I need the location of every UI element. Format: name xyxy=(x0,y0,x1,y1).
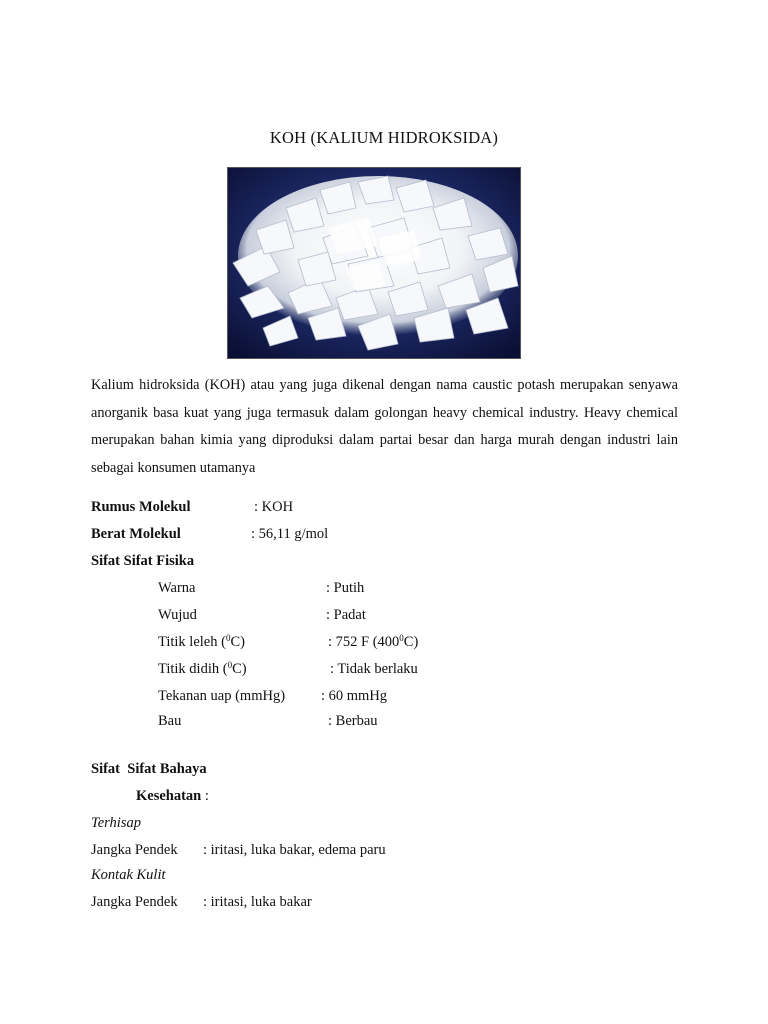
titik-leleh-value: : 752 F $(400^0C)$ xyxy=(328,633,419,650)
sifat-fisika-heading: Sifat Sifat Fisika xyxy=(91,553,195,569)
bau-value: : Berbau xyxy=(328,713,378,729)
rumus-molekul-label: Rumus Molekul xyxy=(91,499,191,515)
intro-paragraph: Kalium hidroksida (KOH) atau yang juga dikenal dengan nama caustic potash merupakan senyawa anorganik basa kuat yang juga termasuk dalam golongan heavy chemical industry. Heavy chemical merupakan bahan kimia yang diproduksi dalam partai besar dan harga murah dengan industri lain sebagai konsumen utamanya xyxy=(91,377,678,476)
page-title: KOH (KALIUM HIDROKSIDA) xyxy=(269,128,499,147)
titik-leleh-label: Titik leleh ($^0$C) xyxy=(158,633,245,650)
kontak-kulit-subheading: Kontak Kulit xyxy=(91,867,166,883)
titik-didih-value: : Tidak berlaku xyxy=(330,661,418,677)
tekanan-uap-value: : 60 mmHg xyxy=(321,688,388,704)
koh-flakes-photo xyxy=(227,167,521,359)
berat-molekul-label: Berat Molekul xyxy=(91,526,181,542)
wujud-label: Wujud xyxy=(158,607,197,623)
berat-molekul-value: : 56,11 g/mol xyxy=(251,526,329,542)
kesehatan-heading: Kesehatan : xyxy=(136,788,209,804)
tekanan-uap-label: Tekanan uap (mmHg) xyxy=(158,688,286,704)
jangka-pendek-label-2: Jangka Pendek xyxy=(91,894,178,910)
bau-label: Bau xyxy=(158,713,182,729)
koh-flakes-illustration xyxy=(228,168,520,358)
warna-label: Warna xyxy=(158,580,196,596)
jangka-pendek-value-2: : iritasi, luka bakar xyxy=(203,894,312,910)
titik-didih-label: Titik didih ($^0$C) xyxy=(158,660,247,677)
jangka-pendek-label-1: Jangka Pendek xyxy=(91,842,178,858)
warna-value: : Putih xyxy=(326,580,365,596)
terhisap-subheading: Terhisap xyxy=(91,815,141,831)
rumus-molekul-value: : KOH xyxy=(254,499,294,515)
wujud-value: : Padat xyxy=(326,607,366,623)
sifat-bahaya-heading: Sifat Sifat Bahaya xyxy=(91,761,207,777)
jangka-pendek-value-1: : iritasi, luka bakar, edema paru xyxy=(203,842,386,858)
